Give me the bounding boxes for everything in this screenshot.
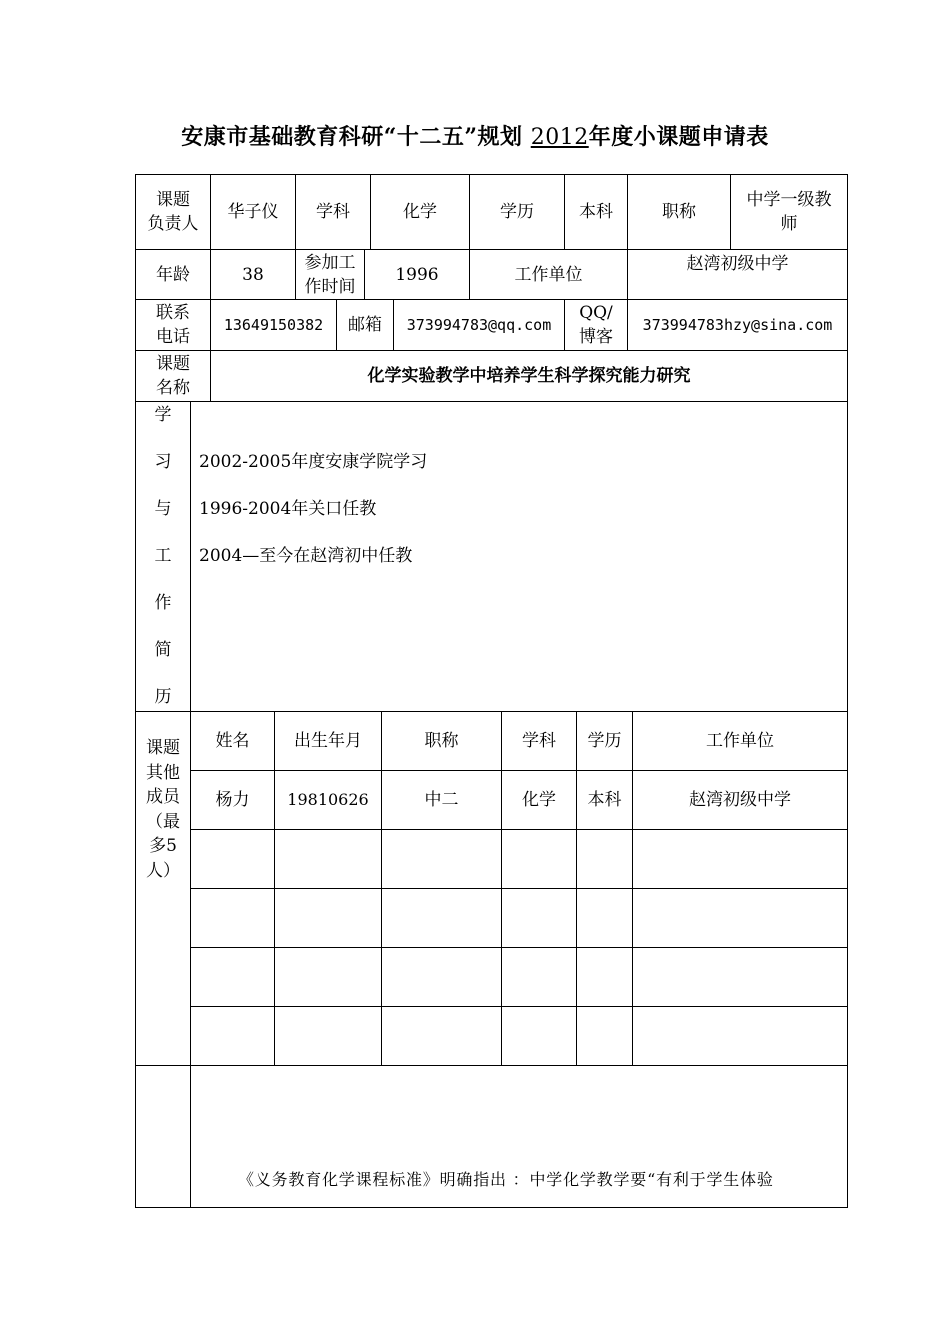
- blog-value: 373994783hzy@sina.com: [642, 316, 833, 334]
- age-value: 38: [242, 264, 264, 285]
- education-value: 本科: [579, 202, 613, 222]
- page-title: [0, 120, 950, 151]
- qq-blog-label: QQ/ 博客: [579, 303, 613, 347]
- email-label: 邮箱: [348, 315, 382, 335]
- resume-label: [148, 403, 178, 732]
- resume-label-char: 与: [154, 499, 172, 519]
- topic-label: 课题 名称: [156, 354, 190, 398]
- resume-label-char: 作: [154, 593, 172, 613]
- unit-value: 赵湾初级中学: [686, 254, 789, 274]
- work-start-label: 参加工 作时间: [304, 252, 356, 297]
- member-cell: 化学: [522, 790, 556, 810]
- subject-value: 化学: [403, 202, 437, 222]
- footer-paragraph: 《义务教育化学课程标准》明确指出 ：中学化学教学要“有利于学生体验: [238, 1170, 774, 1189]
- members-header-name: 姓名: [215, 731, 250, 751]
- leader-label: 课题 负责人: [147, 190, 199, 234]
- subject-label: 学科: [316, 202, 350, 222]
- rank-value: 中学一级教 师: [746, 190, 832, 234]
- resume-entries: [199, 450, 427, 591]
- resume-label-char: 习: [154, 452, 172, 472]
- members-header-unit: 工作单位: [706, 731, 774, 751]
- resume-entry: 1996-2004年关口任教: [199, 499, 377, 519]
- title-suffix: 年度小课题申请表: [588, 124, 769, 150]
- topic-value: 化学实验教学中培养学生科学探究能力研究: [367, 366, 691, 386]
- member-cell: 杨力: [215, 790, 250, 810]
- resume-label-char: 历: [154, 687, 172, 707]
- resume-label-char: 学: [154, 405, 172, 425]
- members-header-birth: 出生年月: [294, 731, 362, 751]
- member-cell: 本科: [587, 790, 622, 810]
- members-label: 课题 其他 成员 （最 多5 人）: [146, 738, 180, 881]
- email-value: 373994783@qq.com: [406, 316, 552, 334]
- resume-entry: 2002-2005年度安康学院学习: [199, 452, 428, 472]
- work-start-value: 1996: [395, 264, 439, 285]
- phone-value: 13649150382: [223, 316, 324, 334]
- leader-name: 华子仪: [227, 202, 279, 222]
- unit-label: 工作单位: [514, 264, 583, 285]
- member-cell: 19810626: [287, 790, 369, 809]
- title-prefix: 安康市基础教育科研“十二五”规划: [181, 124, 531, 150]
- members-header-education: 学历: [587, 731, 622, 751]
- members-header-subject: 学科: [522, 731, 556, 751]
- resume-label-char: 工: [154, 546, 172, 566]
- member-cell: 中二: [424, 790, 459, 810]
- age-label: 年龄: [156, 264, 190, 285]
- resume-entry: 2004—至今在赵湾初中任教: [199, 546, 413, 566]
- member-cell: 赵湾初级中学: [689, 790, 791, 810]
- title-year: 2012: [530, 125, 589, 150]
- education-label: 学历: [500, 202, 534, 222]
- resume-label-char: 简: [154, 640, 172, 660]
- rank-label: 职称: [662, 202, 696, 222]
- phone-label: 联系 电话: [156, 303, 190, 347]
- members-header-rank: 职称: [424, 731, 459, 751]
